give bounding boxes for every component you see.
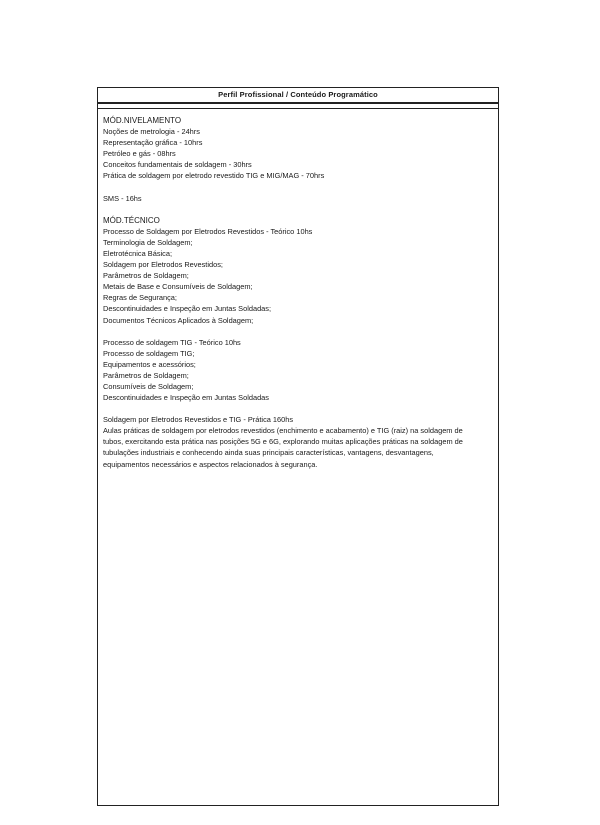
list-item: Terminologia de Soldagem; [103, 237, 193, 247]
list-item: Metais de Base e Consumíveis de Soldagem; [103, 282, 253, 292]
section-tig [103, 337, 498, 404]
page-title: Perfil Profissional / Conteúdo Programático [98, 88, 498, 104]
list-item: Processo de Soldagem por Eletrodos Revestidos - Teórico 10hs [103, 226, 313, 236]
list-item: Descontinuidades e Inspeção em Juntas Soldadas [103, 393, 269, 403]
list-item: Petróleo e gás - 08hrs [103, 149, 176, 159]
list-item: Processo de soldagem TIG; [103, 348, 195, 358]
list-item: Equipamentos e acessórios; [103, 359, 196, 369]
document-body [98, 109, 498, 470]
section-title: MÓD.TÉCNICO [103, 215, 160, 225]
list-item: Documentos Técnicos Aplicados à Soldagem; [103, 315, 254, 325]
description-paragraph: Aulas práticas de soldagem por eletrodos revestidos (enchimento e acabamento) e TIG (raiz) na soldagem de tubos, exercitando esta prática nas posições 5G e 6G, explorando muitas aplicações práticas na soldagem de tubulações industriais e conhecendo ainda suas principais características, vantagens, desvantagens, equipamentos necessários e aspectos relacionados à segurança. [103, 426, 463, 469]
section-pratica [103, 414, 498, 469]
section-nivelamento [103, 115, 498, 182]
list-item: Descontinuidades e Inspeção em Juntas Soldadas; [103, 304, 272, 314]
list-item: Soldagem por Eletrodos Revestidos; [103, 260, 223, 270]
section-sms [103, 193, 498, 204]
list-item: Consumíveis de Soldagem; [103, 381, 194, 391]
list-item: Eletrotécnica Básica; [103, 248, 173, 258]
list-item: Conceitos fundamentais de soldagem - 30hrs [103, 160, 252, 170]
section-title: MÓD.NIVELAMENTO [103, 116, 182, 125]
list-item: Prática de soldagem por eletrodo revestido TIG e MIG/MAG - 70hrs [103, 171, 325, 181]
list-item: Parâmetros de Soldagem; [103, 370, 189, 380]
list-item: Noções de metrologia - 24hrs [103, 127, 200, 137]
list-item: SMS - 16hs [103, 193, 142, 203]
section-tecnico [103, 215, 498, 326]
list-item: Soldagem por Eletrodos Revestidos e TIG - Prática 160hs [103, 415, 294, 425]
document-frame [97, 87, 499, 806]
list-item: Parâmetros de Soldagem; [103, 271, 189, 281]
list-item: Representação gráfica - 10hrs [103, 138, 203, 148]
list-item: Processo de soldagem TIG - Teórico 10hs [103, 337, 241, 347]
list-item: Regras de Segurança; [103, 293, 177, 303]
